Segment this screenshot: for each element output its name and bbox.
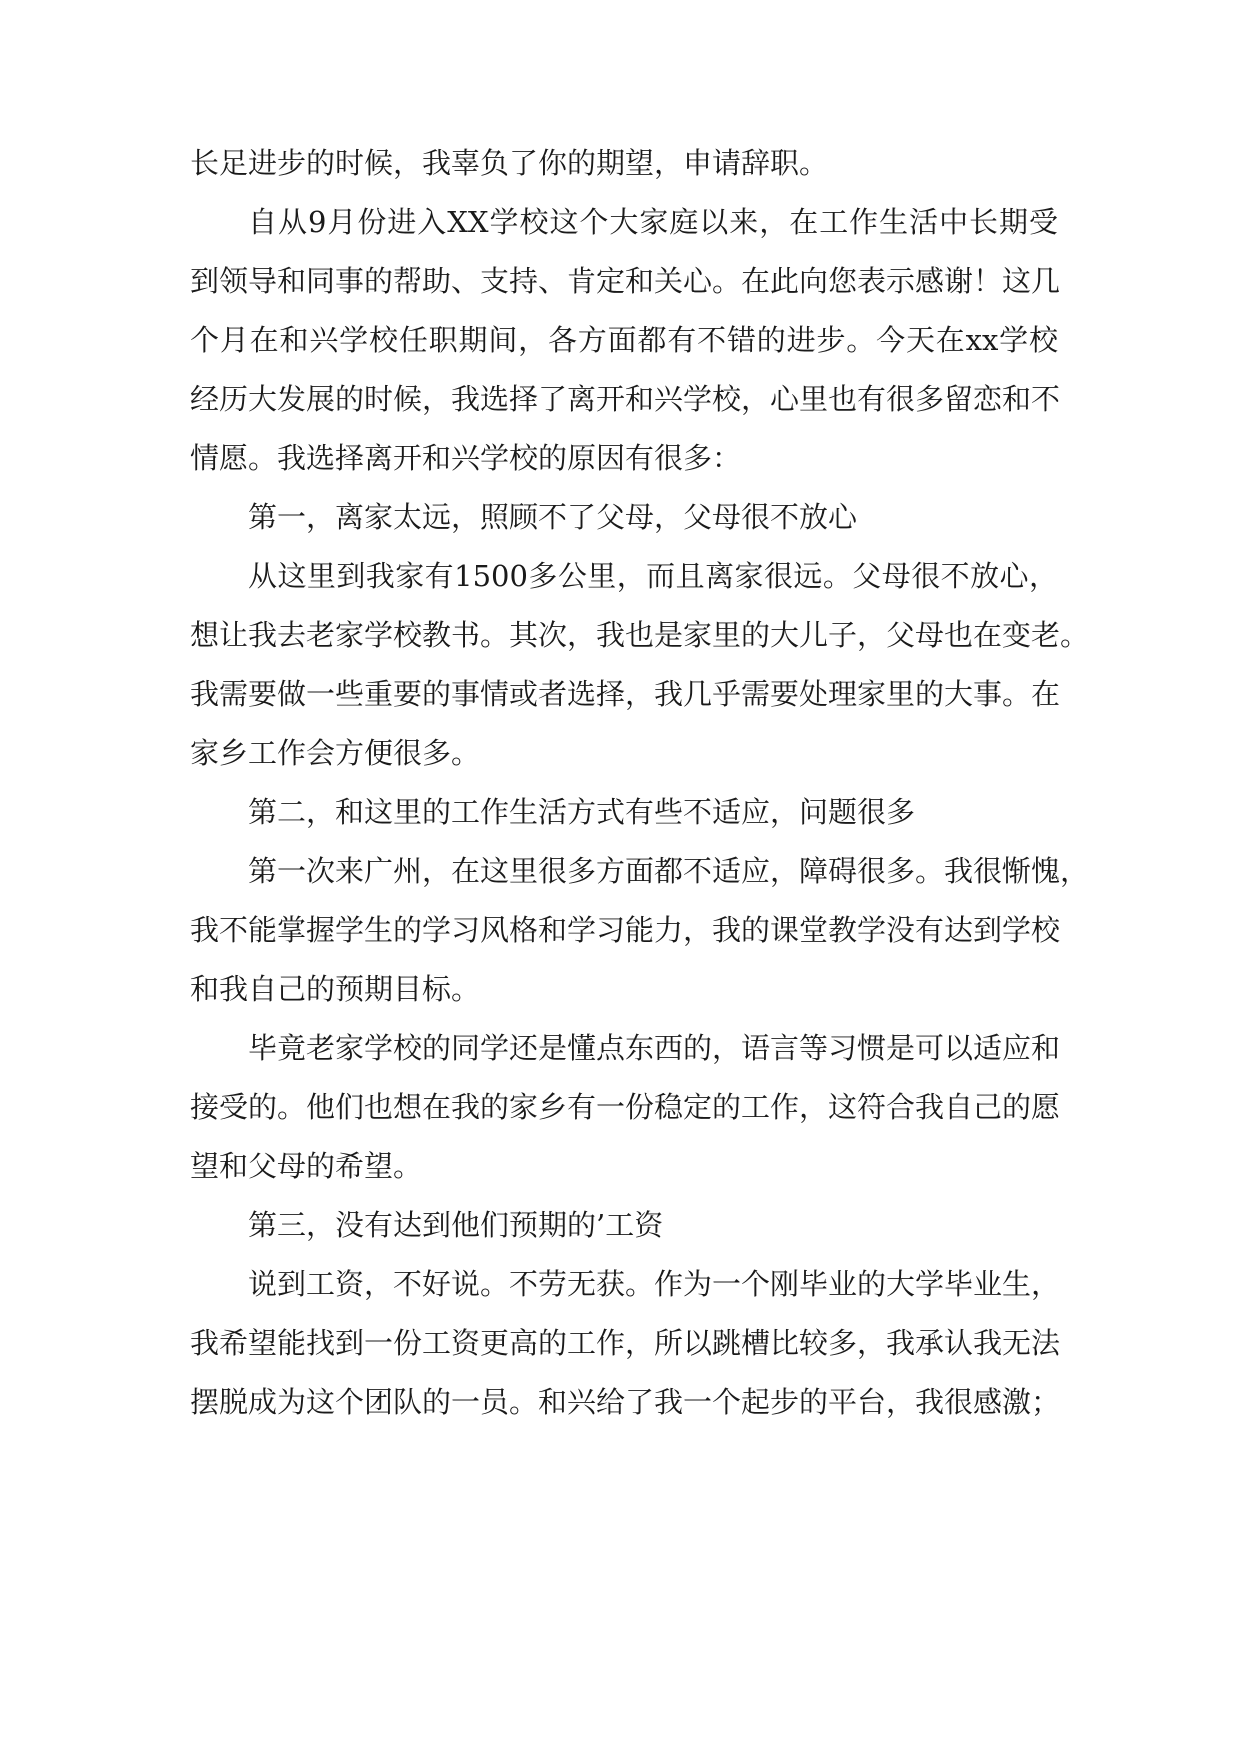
text-line: 毕竟老家学校的同学还是懂点东西的，语言等习惯是可以适应和 [248, 1031, 1061, 1065]
text-line: 想让我去老家学校教书。其次，我也是家里的大儿子，父母也在变老。 [190, 618, 1090, 652]
text-line: 我需要做一些重要的事情或者选择，我几乎需要处理家里的大事。在 [190, 677, 1061, 711]
text-line: 家乡工作会方便很多。 [190, 736, 481, 770]
text-line: 经历大发展的时候，我选择了离开和兴学校，心里也有很多留恋和不 [190, 382, 1061, 416]
text-line: 情愿。我选择离开和兴学校的原因有很多： [190, 441, 742, 475]
section-heading: 第三，没有达到他们预期的’工资 [248, 1208, 664, 1242]
text-line: 我不能掌握学生的学习风格和学习能力，我的课堂教学没有达到学校 [190, 913, 1061, 947]
section-heading: 第二，和这里的工作生活方式有些不适应，问题很多 [248, 795, 916, 829]
text-line: 和我自己的预期目标。 [190, 972, 481, 1006]
text-line: 说到工资，不好说。不劳无获。作为一个刚毕业的大学毕业生， [248, 1267, 1061, 1301]
text-line: 我希望能找到一份工资更高的工作，所以跳槽比较多，我承认我无法 [190, 1326, 1061, 1360]
text-line: 摆脱成为这个团队的一员。和兴给了我一个起步的平台，我很感激； [190, 1385, 1061, 1419]
text-line: 望和父母的希望。 [190, 1149, 423, 1183]
section-heading: 第一，离家太远，照顾不了父母，父母很不放心 [248, 500, 858, 534]
text-line: 第一次来广州，在这里很多方面都不适应，障碍很多。我很惭愧， [248, 854, 1090, 888]
text-line: 长足进步的时候，我辜负了你的期望，申请辞职。 [190, 146, 829, 180]
text-line: 自从9月份进入XX学校这个大家庭以来，在工作生活中长期受 [248, 205, 1058, 239]
text-line: 接受的。他们也想在我的家乡有一份稳定的工作，这符合我自己的愿 [190, 1090, 1061, 1124]
text-line: 到领导和同事的帮助、支持、肯定和关心。在此向您表示感谢！这几 [190, 264, 1061, 298]
text-line: 个月在和兴学校任职期间，各方面都有不错的进步。今天在xx学校 [190, 323, 1058, 357]
text-line: 从这里到我家有1500多公里，而且离家很远。父母很不放心， [248, 559, 1058, 593]
